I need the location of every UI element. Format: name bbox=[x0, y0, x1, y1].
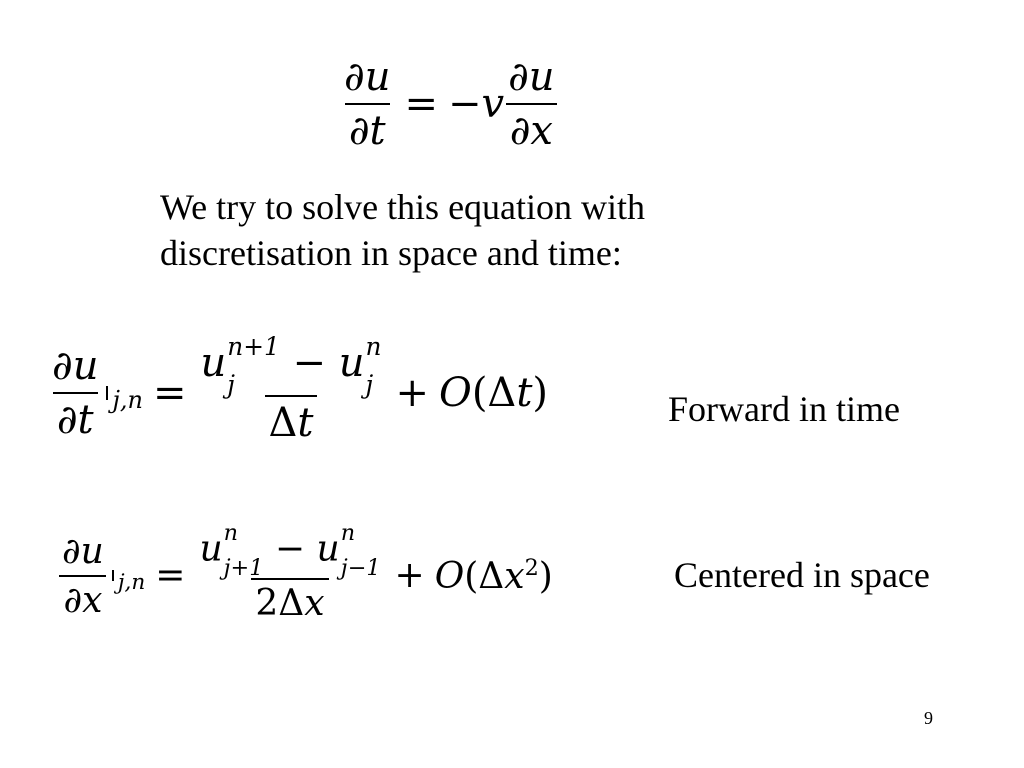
forward-in-time-label: Forward in time bbox=[668, 389, 900, 429]
evaluation-bar: j,n bbox=[112, 570, 145, 581]
evaluation-bar: j,n bbox=[106, 386, 143, 400]
fraction-du-dx: $\frac{\partial u}{\partial x}$ bbox=[504, 54, 558, 154]
centered-difference-equation: $\frac{\partial u}{\partial x}$ j,n = u n j+1 − u n j−1 2Δx + $O(\Delta x^2)$ bbox=[58, 528, 553, 624]
intro-line-2: discretisation in space and time: bbox=[160, 233, 622, 273]
centered-in-space-label: Centered in space bbox=[674, 555, 930, 595]
fraction-centered: u n j+1 − u n j−1 2Δx bbox=[199, 520, 381, 624]
fraction-du-dt: $\frac{\partial u}{\partial t}$ bbox=[344, 54, 391, 154]
forward-difference-equation: $\frac{\partial u}{\partial t}$ j,n = u n+1 j − u n j Δt + O(Δt) bbox=[52, 332, 548, 447]
intro-line-1: We try to solve this equation with bbox=[160, 187, 646, 227]
intro-text bbox=[160, 184, 645, 276]
page-number: 9 bbox=[924, 708, 933, 728]
fraction-forward: u n+1 j − u n j Δt bbox=[200, 332, 382, 447]
advection-equation: $\frac{\partial u}{\partial t}$ = −v $\frac{\partial u}{\partial x}$ bbox=[340, 54, 559, 154]
